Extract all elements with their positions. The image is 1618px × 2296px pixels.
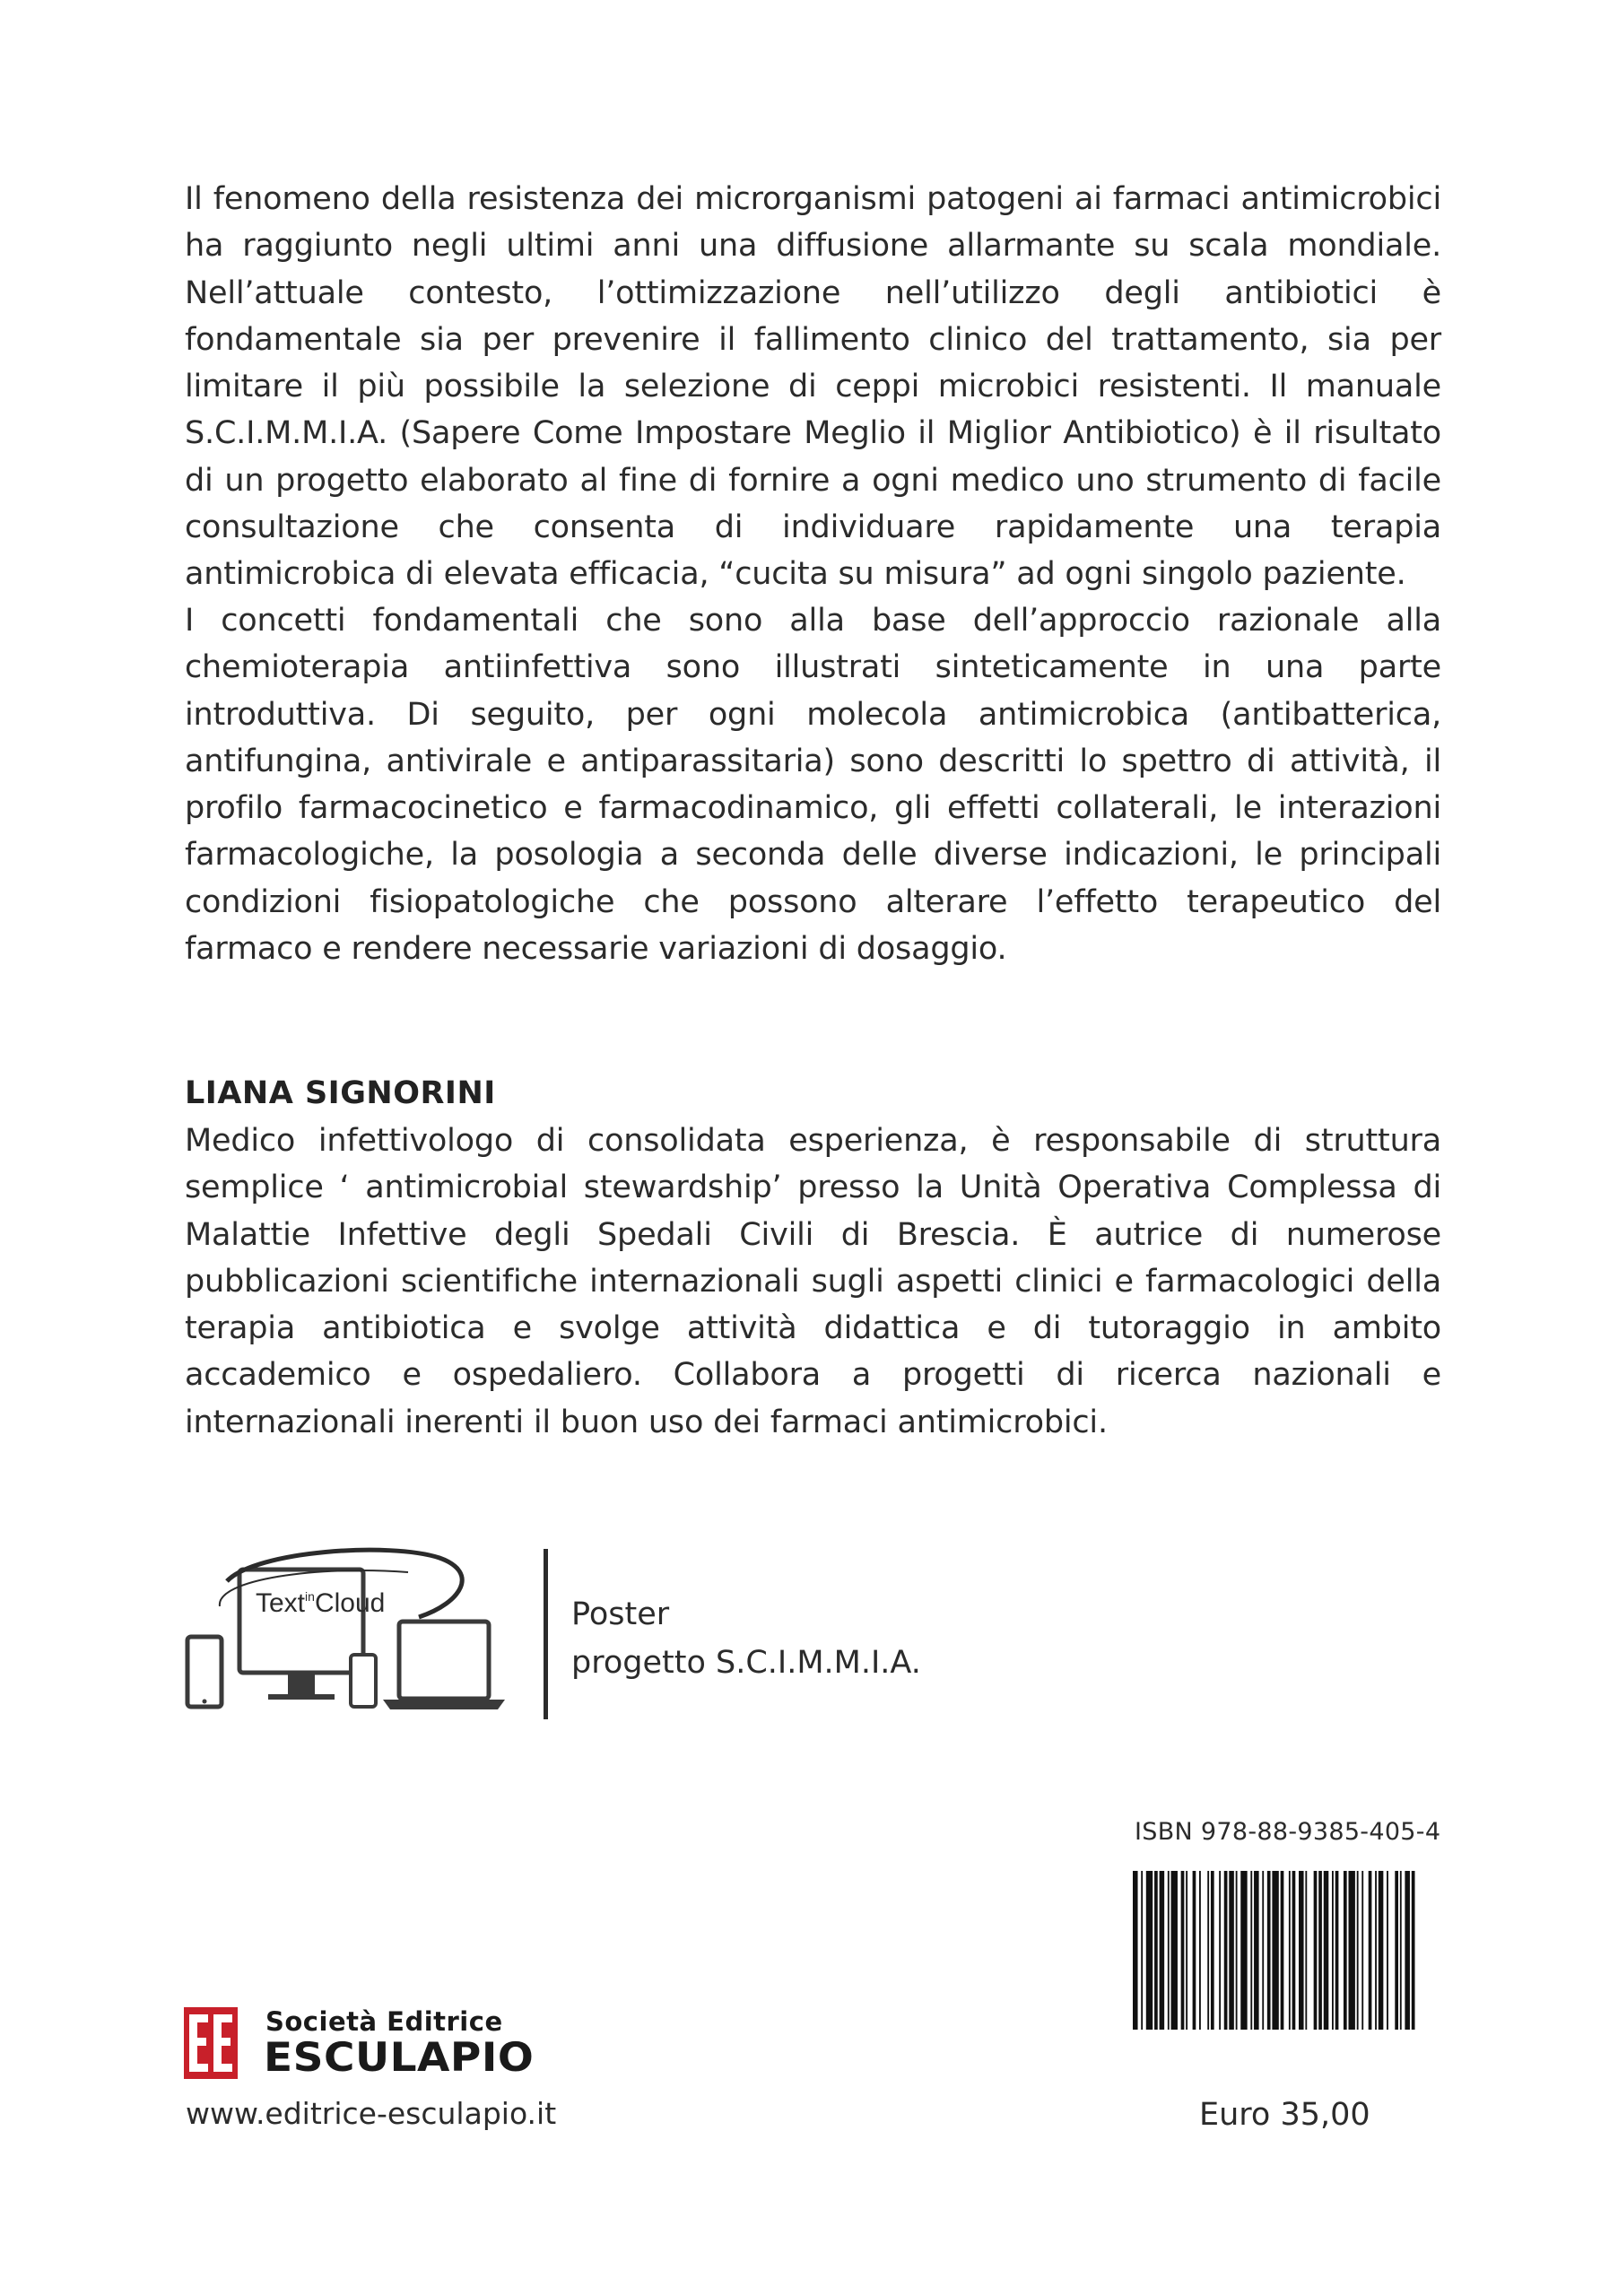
barcode-bar <box>1160 1871 1165 2030</box>
poster-label: Poster <box>571 1596 670 1632</box>
barcode-bar <box>1305 1871 1307 2030</box>
barcode-bar <box>1133 1871 1138 2030</box>
isbn-text: ISBN 978-88-9385-405-4 <box>1135 1818 1441 1846</box>
barcode-bar <box>1211 1871 1214 2030</box>
publisher-name-line2: ESCULAPIO <box>264 2034 535 2082</box>
barcode-bar <box>1344 1871 1347 2030</box>
barcode-bar <box>1207 1871 1209 2030</box>
logo-text: Text$^{in}$Cloud <box>256 1588 386 1618</box>
barcode-bar <box>1369 1871 1372 2030</box>
barcode-bar <box>1236 1871 1238 2030</box>
barcode-bar <box>1240 1871 1247 2030</box>
barcode-bar <box>1412 1871 1415 2030</box>
barcode-bar <box>1357 1871 1359 2030</box>
barcode-bar <box>1272 1871 1278 2030</box>
barcode-bar <box>1400 1871 1402 2030</box>
barcode-bar <box>1324 1871 1329 2030</box>
author-bio: Medico infettivologo di consolidata esperienza, è responsabile di struttura semplice ‘ antimicrobial stewardship’ presso la Unità Operativa Complessa di Malattie Infettive degli Spedali Civili di Brescia. È autrice di numerose pubblicazioni scientifiche internazionali sugli aspetti clinici e farmacologici della terapia antibiotica e svolge attività didattica e di tutoraggio in ambito accademico e ospedaliero. Collabora a progetti di ricerca nazionali e internazionali inerenti il buon uso dei farmaci antimicrobici. <box>185 1123 1441 1440</box>
barcode-bar <box>1387 1871 1388 2030</box>
barcode-bar <box>1171 1871 1178 2030</box>
barcode-bar <box>1219 1871 1221 2030</box>
description-paragraph-1: Il fenomeno della resistenza dei microrganismi patogeni ai farmaci antimicrobici ha raggiunto negli ultimi anni una diffusione allarmante su scala mondiale. Nell’attuale contesto, l’ottimizzazione nell’utilizzo degli antibiotici è fondamentale sia per prevenire il fallimento clinico del trattamento, sia per limitare il più possibile la selezione di ceppi microbici resistenti. Il manuale S.C.I.M.M.I.A. (Sapere Come Impostare Meglio il Miglior Antibiotico) è il risultato di un progetto elaborato al fine di fornire a ogni medico uno strumento di facile consultazione che consenta di individuare rapidamente una terapia antimicrobica di elevata efficacia, “cucita su misura” ad ogni singolo paziente. <box>185 181 1441 593</box>
barcode-bar <box>1262 1871 1264 2030</box>
barcode-bar <box>1229 1871 1234 2030</box>
barcode-bar <box>1281 1871 1284 2030</box>
textincloud-logo <box>184 1547 525 1722</box>
barcode <box>1133 1871 1434 2030</box>
barcode-bar <box>1250 1871 1252 2030</box>
barcode-bar <box>1186 1871 1187 2030</box>
barcode-bar <box>1289 1871 1291 2030</box>
price: Euro 35,00 <box>1199 2097 1370 2133</box>
barcode-bar <box>1267 1871 1271 2030</box>
publisher-website: www.editrice-esculapio.it <box>186 2096 557 2131</box>
barcode-bar <box>1224 1871 1228 2030</box>
barcode-bar <box>1193 1871 1196 2030</box>
barcode-bar <box>1361 1871 1363 2030</box>
barcode-bar <box>1254 1871 1259 2030</box>
barcode-bar <box>1405 1871 1410 2030</box>
barcode-bar <box>1395 1871 1398 2030</box>
barcode-bar <box>1335 1871 1339 2030</box>
esculapio-logo-icon <box>184 2007 238 2079</box>
barcode-bar <box>1168 1871 1170 2030</box>
description-paragraph-2: I concetti fondamentali che sono alla base dell’approccio razionale alla chemioterapia antiinfettiva sono illustrati sinteticamente in una parte introduttiva. Di seguito, per ogni molecola antimicrobica (antibatterica, antifungina, antivirale e antiparassitaria) sono descritti lo spettro di attività, il profilo farmacocinetico e farmacodinamico, gli effetti collaterali, le interazioni farmacologiche, la posologia a seconda delle diverse indicazioni, le principali condizioni fisiopatologiche che possono alterare l’effetto terapeutico del farmaco e rendere necessarie variazioni di dosaggio. <box>185 603 1441 968</box>
barcode-bar <box>1292 1871 1296 2030</box>
barcode-bar <box>1199 1871 1201 2030</box>
barcode-bar <box>1141 1871 1143 2030</box>
barcode-bar <box>1318 1871 1322 2030</box>
barcode-bar <box>1299 1871 1304 2030</box>
barcode-bar <box>1349 1871 1355 2030</box>
poster-project-label: progetto S.C.I.M.M.I.A. <box>571 1645 921 1681</box>
barcode-bar <box>1314 1871 1318 2030</box>
barcode-bar <box>1332 1871 1334 2030</box>
barcode-bar <box>1154 1871 1158 2030</box>
barcode-bar <box>1375 1871 1377 2030</box>
barcode-bar <box>1146 1871 1153 2030</box>
barcode-bar <box>1379 1871 1384 2030</box>
author-name: LIANA SIGNORINI <box>185 1075 496 1111</box>
barcode-bar <box>1181 1871 1185 2030</box>
publisher-name-line1: Società Editrice <box>265 2006 503 2037</box>
vertical-divider <box>544 1549 548 1719</box>
